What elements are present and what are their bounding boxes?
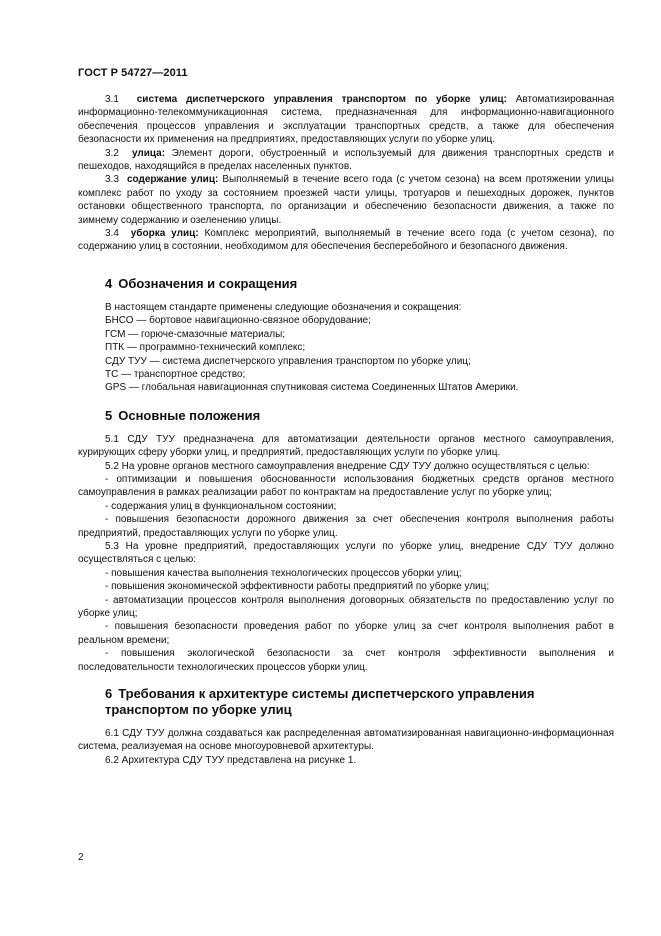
- section-4-intro: В настоящем стандарте применены следующие обозначения и сокращения:: [105, 301, 462, 313]
- list-item: - повышения безопасности дорожного движения за счет обеспечения контроля выполнения работы предприятий, предоставляющих услуги по уборке улиц.: [78, 514, 614, 539]
- document-header: ГОСТ Р 54727—2011: [78, 67, 188, 79]
- abbreviation-item: СДУ ТУУ — система диспетчерского управления транспортом по уборке улиц;: [105, 355, 471, 367]
- definition-3-4: 3.4 уборка улиц: Комплекс мероприятий, выполняемый в течение всего года (с учетом сезона), по содержанию улиц в состоянии, необходимом для обеспечения бесперебойного и безопасного движения.: [78, 228, 615, 253]
- section-5-heading: 5 Основные положения: [105, 407, 261, 423]
- abbreviation-item: ГСМ — горюче-смазочные материалы;: [105, 328, 286, 340]
- abbreviation-item: ПТК — программно-технический комплекс;: [105, 342, 306, 354]
- list-item: - содержания улиц в функциональном состоянии;: [105, 500, 337, 512]
- page-number: 2: [78, 852, 84, 863]
- document-body: [78, 93, 614, 767]
- list-item: - повышения качества выполнения технологических процессов уборки улиц;: [105, 567, 462, 579]
- list-item: - повышения безопасности проведения работ по уборке улиц за счет контроля выполнения работ в реальном времени;: [78, 621, 614, 646]
- definition-3-1: 3.1 система диспетчерского управления транспортом по уборке улиц: Автоматизированная информационно-телекоммуникационная система, предназначенная для информационно-навигационного обеспечения процессов управления и эксплуатации транспортных средств, а также для обеспечения безопасности их применения на предприятиях, предоставляющих услуги по уборке улиц.: [78, 94, 614, 146]
- paragraph-6-1: 6.1 СДУ ТУУ должна создаваться как распределенная автоматизированная навигационно-информационная система, реализуемая на основе многоуровневой архитектуры.: [78, 728, 614, 753]
- paragraph-6-2: 6.2 Архитектура СДУ ТУУ представлена на рисунке 1.: [105, 754, 357, 766]
- paragraph-5-1: 5.1 СДУ ТУУ предназначена для автоматизации деятельности органов местного самоуправления, курирующих сферу уборки улиц, и предприятий, предоставляющих услуги по уборке улиц.: [78, 433, 614, 459]
- section-6-heading: 6 Требования к архитектуре системы диспетчерского управления транспортом по уборке улиц: [105, 686, 535, 718]
- list-item: - автоматизации процессов контроля выполнения договорных обязательств по предоставлению услуг по уборке улиц;: [78, 594, 614, 619]
- abbreviation-item: БНСО — бортовое навигационно-связное оборудование;: [105, 315, 371, 327]
- definition-3-3: 3.3 содержание улиц: Выполняемый в течение всего года (с учетом сезона) на всем протяжении улицы комплекс работ по уходу за состоянием проезжей части улицы, тротуаров и пешеходных дорожек, пунктов остановки общественного транспорта, по организации и обеспечению безопасности движения, а также по зимнему содержанию и озеленению улицы.: [78, 174, 614, 226]
- definition-3-2: 3.2 улица: Элемент дороги, обустроенный и используемый для движения транспортных средств и пешеходов, находящийся в пределах населенных пунктов.: [78, 147, 614, 173]
- section-4-heading: 4 Обозначения и сокращения: [105, 275, 298, 291]
- list-item: - повышения экономической эффективности работы предприятий по уборке улиц;: [105, 581, 490, 593]
- list-item: - повышения экологической безопасности за счет контроля эффективности выполнения и последовательности технологических процессов уборки улиц.: [78, 648, 614, 673]
- abbreviation-item: GPS — глобальная навигационная спутниковая система Соединенных Штатов Америки.: [105, 382, 519, 394]
- abbreviation-item: ТС — транспортное средство;: [105, 368, 246, 380]
- paragraph-5-2: 5.2 На уровне органов местного самоуправления внедрение СДУ ТУУ должно осуществляться с целью:: [105, 460, 590, 472]
- list-item: - оптимизации и повышения обоснованности использования бюджетных средств органов местного самоуправления в рамках реализации работ по контрактам на предоставление услуг по уборке улиц;: [78, 473, 614, 499]
- paragraph-5-3: 5.3 На уровне предприятий, предоставляющих услуги по уборке улиц, внедрение СДУ ТУУ должно осуществляться с целью:: [78, 540, 614, 566]
